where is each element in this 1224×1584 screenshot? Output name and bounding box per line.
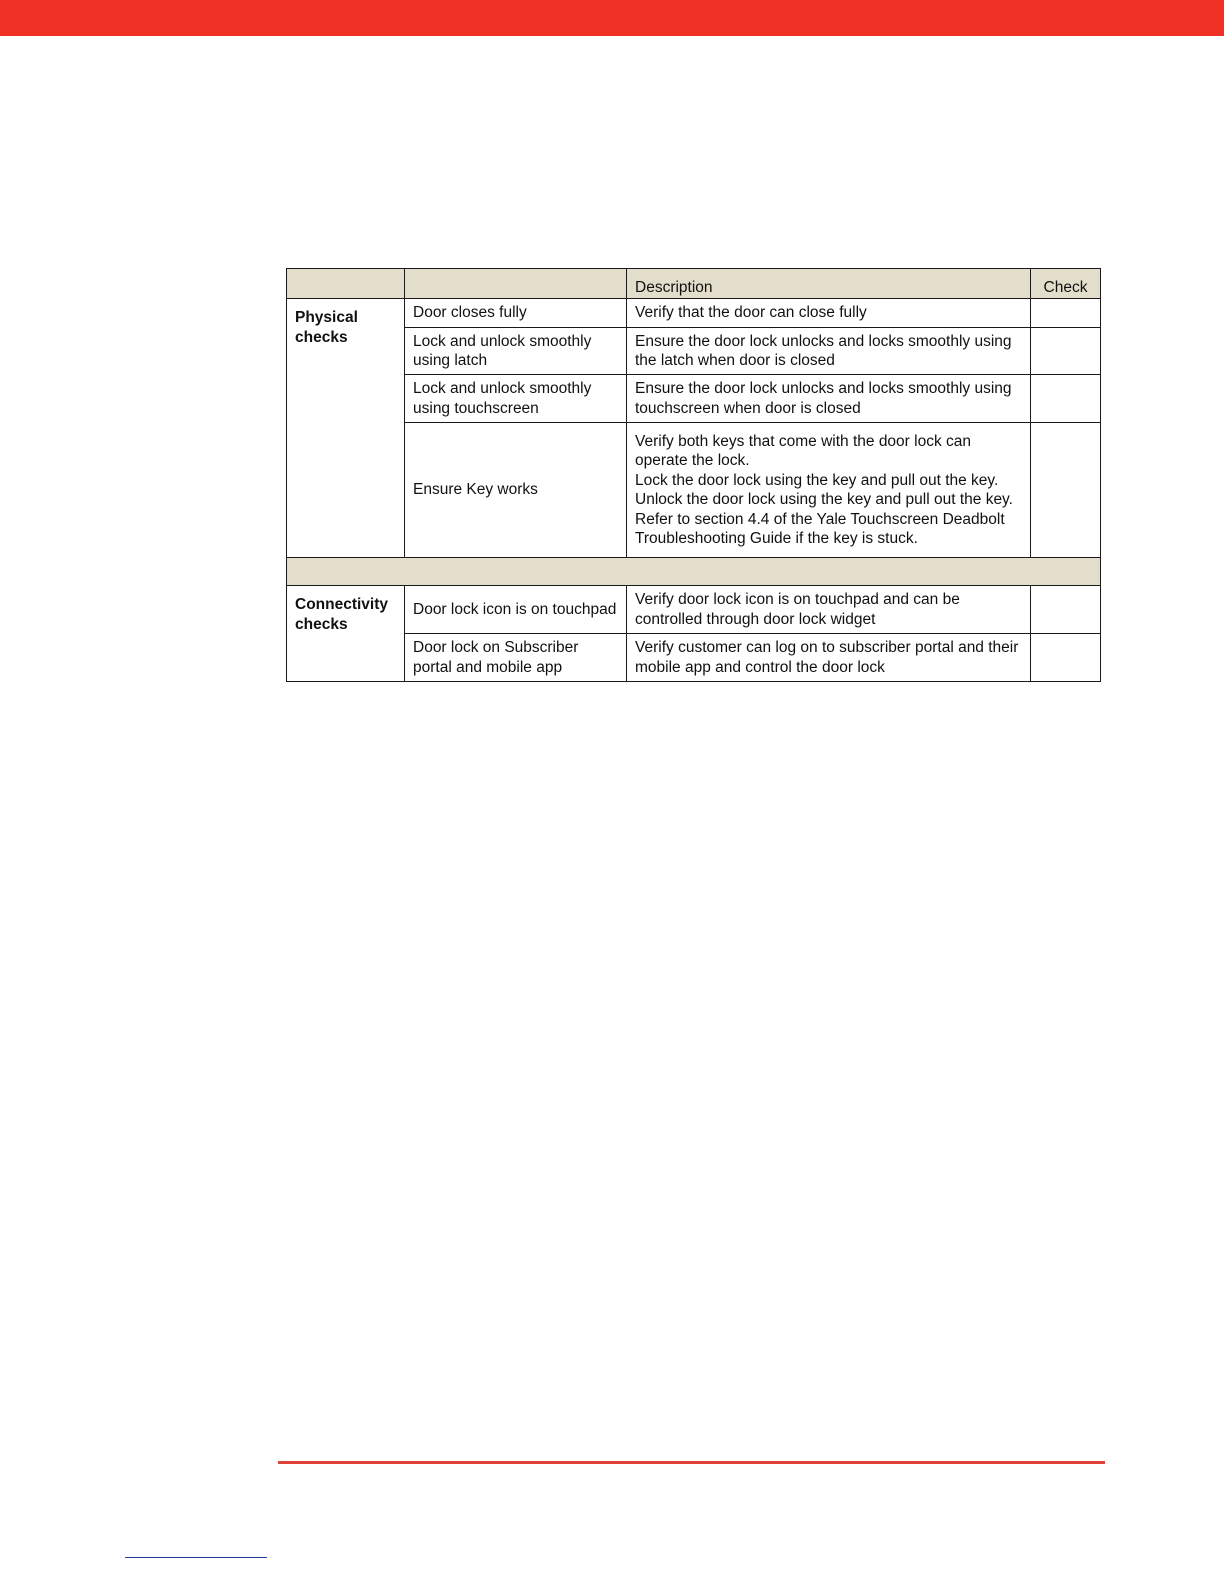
check-item-name: Lock and unlock smoothly using latch: [405, 328, 627, 375]
table-header-row: [287, 269, 1101, 299]
header-check: Check: [1031, 269, 1101, 299]
footer-divider: [278, 1461, 1105, 1464]
section-separator: [287, 558, 1101, 586]
check-cell[interactable]: [1031, 586, 1101, 634]
table-row: [287, 328, 1101, 375]
check-item-description: Verify customer can log on to subscriber portal and their mobile app and control the door lock: [627, 634, 1031, 682]
table-row: [287, 423, 1101, 558]
table-row: [287, 586, 1101, 634]
check-item-name: Ensure Key works: [405, 423, 627, 558]
check-item-description: Ensure the door lock unlocks and locks smoothly using the latch when door is closed: [627, 328, 1031, 375]
check-item-description: Verify door lock icon is on touchpad and can be controlled through door lock widget: [627, 586, 1031, 634]
description-line: Verify both keys that come with the door lock can operate the lock.: [635, 432, 972, 469]
category-connectivity-checks: Connectivity checks: [287, 586, 405, 682]
check-cell[interactable]: [1031, 423, 1101, 558]
description-line: Lock the door lock using the key and pull out the key. Unlock the door lock using the key and pull out the key. Refer to section 4.4 of the Yale Touchscreen Deadbolt Troubleshooting Guide if the key is stuck.: [635, 471, 1013, 547]
check-item-name: Lock and unlock smoothly using touchscreen: [405, 375, 627, 423]
header-category: [287, 269, 405, 299]
header-description: Description: [627, 269, 1031, 299]
check-item-description: Ensure the door lock unlocks and locks smoothly using touchscreen when door is closed: [627, 375, 1031, 423]
check-item-name: Door closes fully: [405, 299, 627, 328]
check-cell[interactable]: [1031, 328, 1101, 375]
section-separator-row: [287, 558, 1101, 586]
top-accent-bar: [0, 0, 1224, 36]
installation-checklist-table: [286, 268, 1101, 682]
header-item: [405, 269, 627, 299]
footer-link-underline: [125, 1557, 267, 1558]
check-cell[interactable]: [1031, 375, 1101, 423]
check-item-description: Verify that the door can close fully: [627, 299, 1031, 328]
table-row: [287, 634, 1101, 682]
check-item-name: Door lock on Subscriber portal and mobile app: [405, 634, 627, 682]
table-row: [287, 375, 1101, 423]
category-physical-checks: Physical checks: [287, 299, 405, 558]
check-cell[interactable]: [1031, 634, 1101, 682]
check-cell[interactable]: [1031, 299, 1101, 328]
table-row: [287, 299, 1101, 328]
check-item-description: [627, 423, 1031, 558]
check-item-name: Door lock icon is on touchpad: [405, 586, 627, 634]
